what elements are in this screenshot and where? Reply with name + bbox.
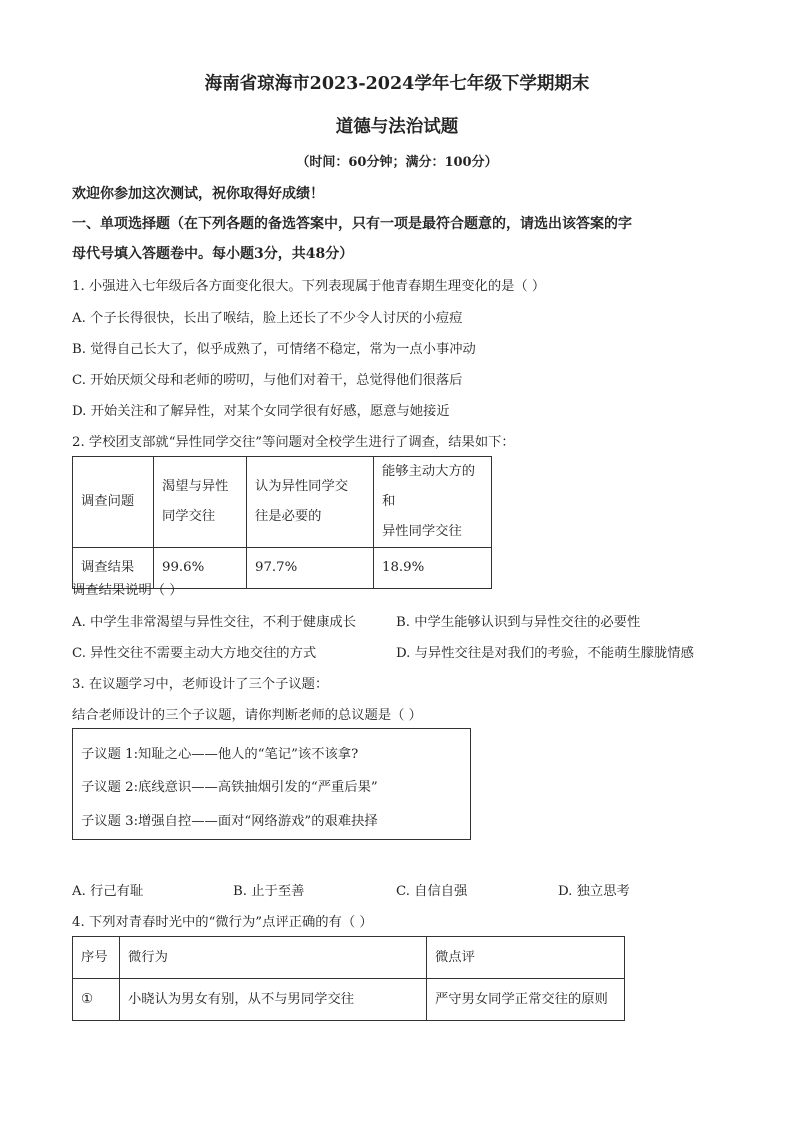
q1-stem: 1. 小强进入七年级后各方面变化很大。下列表现属于他青春期生理变化的是（ ） [72, 279, 546, 294]
q4-stem: 4. 下列对青春时光中的“微行为”点评正确的有（ ） [72, 915, 373, 930]
section-heading-line2: 母代号填入答题卷中。每小题3分，共48分） [72, 246, 354, 262]
q3-stem: 3. 在议题学习中，老师设计了三个子议题： [72, 677, 329, 692]
cell-line: 同学交往 [162, 509, 216, 524]
welcome-text: 欢迎你参加这次测试，祝你取得好成绩！ [72, 186, 324, 202]
table-cell: 99.6% [154, 548, 247, 589]
q2-option-d: D. 与异性交往是对我们的考验，不能萌生朦胧情感 [396, 646, 694, 661]
table-cell: ① [73, 979, 120, 1021]
table-cell [154, 457, 247, 548]
cell-line: 异性同学交往 [382, 524, 462, 539]
table-row [73, 457, 492, 548]
table-cell: 调查问题 [73, 457, 154, 548]
q2-option-c: C. 异性交往不需要主动大方地交往的方式 [72, 646, 317, 661]
q3-followup: 结合老师设计的三个子议题，请你判断老师的总议题是（ ） [72, 708, 422, 723]
q1-option-b: B. 觉得自己长大了，似乎成熟了，可情绪不稳定，常为一点小事冲动 [72, 342, 476, 357]
q2-followup: 调查结果说明（ ） [72, 583, 183, 598]
table-cell: 97.7% [247, 548, 374, 589]
q1-option-a: A. 个子长得很快，长出了喉结，脸上还长了不少令人讨厌的小痘痘 [72, 311, 463, 326]
q3-option-c: C. 自信自强 [396, 884, 468, 899]
cell-line: 往是必要的 [255, 509, 322, 524]
q2-option-b: B. 中学生能够认识到与异性交往的必要性 [396, 615, 641, 630]
q3-subtopic-box [72, 728, 471, 840]
cell-line: 渴望与异性 [162, 479, 229, 494]
cell-line: 能够主动大方的和 [382, 464, 476, 509]
page-subtitle: 道德与法治试题 [335, 117, 459, 137]
q3-option-b: B. 止于至善 [233, 884, 305, 899]
q2-stem: 2. 学校团支部就“异性同学交往”等问题对全校学生进行了调查，结果如下： [72, 435, 515, 450]
time-note: （时间：60分钟；满分：100分） [296, 155, 498, 170]
q3-option-a: A. 行己有耻 [72, 884, 144, 899]
subtopic-1: 子议题 1:知耻之心——他人的“笔记”该不该拿? [81, 747, 359, 762]
table-row [73, 979, 625, 1021]
table-cell: 18.9% [374, 548, 492, 589]
table-cell [374, 457, 492, 548]
page-title: 海南省琼海市2023-2024学年七年级下学期期末 [204, 74, 590, 94]
q1-option-c: C. 开始厌烦父母和老师的唠叨，与他们对着干，总觉得他们很落后 [72, 373, 463, 388]
q4-behavior-table [72, 936, 625, 1021]
section-heading-line1: 一、单项选择题（在下列各题的备选答案中，只有一项是最符合题意的，请选出该答案的字 [72, 216, 632, 232]
table-header-cell: 微点评 [427, 937, 625, 979]
q2-option-a: A. 中学生非常渴望与异性交往，不利于健康成长 [72, 615, 356, 630]
table-cell: 调查结果 [73, 548, 154, 589]
table-row [73, 937, 625, 979]
q1-option-d: D. 开始关注和了解异性，对某个女同学很有好感，愿意与她接近 [72, 404, 450, 419]
table-header-cell: 微行为 [120, 937, 427, 979]
table-header-cell: 序号 [73, 937, 120, 979]
table-cell: 严守男女同学正常交往的原则 [427, 979, 625, 1021]
subtopic-3: 子议题 3:增强自控——面对“网络游戏”的艰难抉择 [81, 814, 378, 829]
table-cell: 小晓认为男女有别，从不与男同学交往 [120, 979, 427, 1021]
cell-line: 认为异性同学交 [255, 479, 349, 494]
subtopic-2: 子议题 2:底线意识——高铁抽烟引发的“严重后果” [81, 780, 378, 795]
table-cell [247, 457, 374, 548]
q2-survey-table [72, 456, 492, 589]
q3-option-d: D. 独立思考 [558, 884, 630, 899]
